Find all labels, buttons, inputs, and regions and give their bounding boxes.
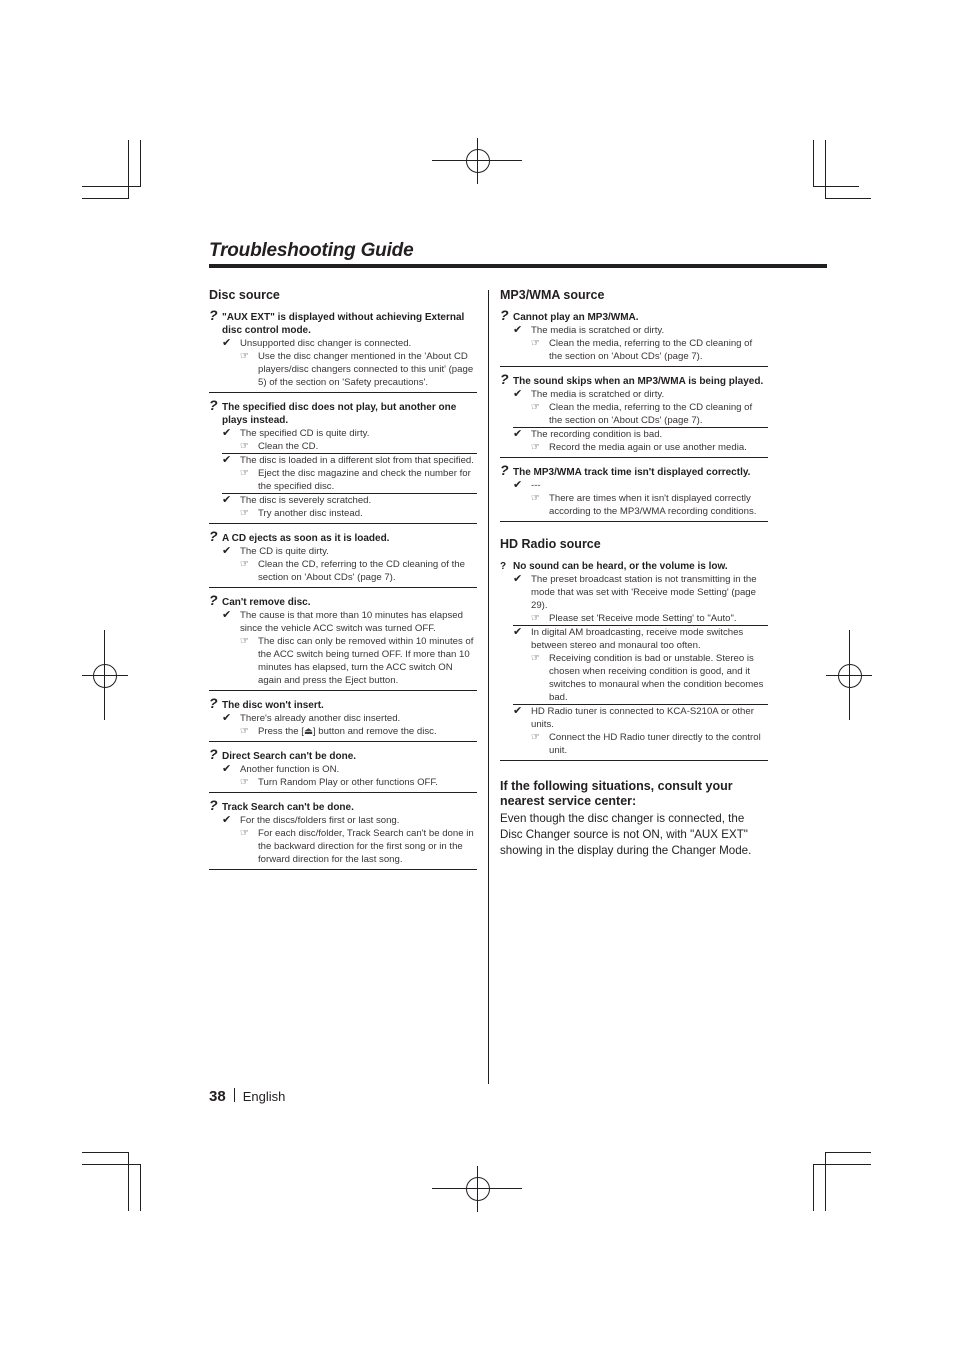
question [209,695,477,712]
title-rule [209,264,827,268]
cause [513,324,768,337]
consult-body: Even though the disc changer is connected, the Disc Changer source is not ON, with "AUX EXT" showing in the display during the Changer Mode. [500,812,752,857]
disc-source-list [209,309,477,870]
cause-group [513,625,768,704]
remedy [513,441,768,454]
troubleshooting-item [500,373,768,458]
mp3-source-heading: MP3/WMA source [500,288,605,302]
cause [513,573,768,612]
question-text: The specified disc does not play, but another one plays instead. [222,402,457,426]
cause-text: Unsupported disc changer is connected. [240,338,412,349]
question-text: The MP3/WMA track time isn't displayed correctly. [513,467,751,478]
cause [222,337,477,350]
page-number: 38 [209,1088,226,1105]
remedy [513,731,768,757]
cause-text: The media is scratched or dirty. [531,389,665,400]
remedy-text: Use the disc changer mentioned in the 'About CD players/disc changers connected to this unit' (page 5) of the section on 'Safety precautions'. [258,351,474,388]
question [500,560,768,573]
cause-group [222,814,477,866]
question [209,746,477,763]
cause-text: Another function is ON. [240,764,340,775]
remedy [222,635,477,687]
remedy [513,612,768,625]
pointing-hand-icon: ☞ [531,338,540,349]
troubleshooting-item [500,558,768,761]
check-mark-icon: ✔ [222,712,232,724]
pointing-hand-icon: ☞ [531,732,540,743]
hd-source-heading: HD Radio source [500,537,601,551]
question-mark-icon: ? [209,746,218,762]
cause-text: --- [531,480,541,491]
remedy [222,467,477,493]
remedy-text: For each disc/folder, Track Search can't be done in the backward direction for the first song or in the forward direction for the last song. [258,828,474,865]
pointing-hand-icon: ☞ [240,559,249,570]
page-title: Troubleshooting Guide [209,240,414,261]
remedy-text: Clean the media, referring to the CD cleaning of the section on 'About CDs' (page 7). [549,402,753,426]
cause-text: The preset broadcast station is not transmitting in the mode that was set with 'Receive mode Setting' (page 29). [531,574,757,611]
mp3-source-list [500,309,768,522]
troubleshooting-item [500,309,768,367]
question-text: Cannot play an MP3/WMA. [513,312,639,323]
pointing-hand-icon: ☞ [531,613,540,624]
pointing-hand-icon: ☞ [240,351,249,362]
check-mark-icon: ✔ [513,388,523,400]
pointing-hand-icon: ☞ [240,508,249,519]
check-mark-icon: ✔ [513,705,523,717]
pointing-hand-icon: ☞ [531,402,540,413]
cause-group [222,712,477,738]
cause [222,427,477,440]
pointing-hand-icon: ☞ [240,636,249,647]
question [209,592,477,609]
cause-group [222,337,477,389]
troubleshooting-item [209,530,477,588]
remedy-text: Clean the media, referring to the CD cleaning of the section on 'About CDs' (page 7). [549,338,753,362]
check-mark-icon: ✔ [222,454,232,466]
troubleshooting-item [500,464,768,522]
cause [222,814,477,827]
remedy-text: The disc can only be removed within 10 minutes of the ACC switch being turned OFF. If more than 10 minutes has elapsed, turn the ACC switch ON again and press the Eject button. [258,636,474,686]
question [500,371,768,388]
remedy [513,401,768,427]
cause-text: The disc is severely scratched. [240,495,372,506]
troubleshooting-item [209,748,477,793]
cause-group [513,388,768,427]
disc-source-heading: Disc source [209,288,280,302]
cause-text: The specified CD is quite dirty. [240,428,370,439]
troubleshooting-item [209,697,477,742]
question-text: Track Search can't be done. [222,802,354,813]
pointing-hand-icon: ☞ [531,653,540,664]
remedy-text: Receiving condition is bad or unstable. Stereo is chosen when receiving condition is good, and it switches to monaural when the condition becomes bad. [549,653,764,703]
troubleshooting-item [209,309,477,393]
page-language: English [242,1089,286,1104]
check-mark-icon: ✔ [513,324,523,336]
remedy-text: Connect the HD Radio tuner directly to the control unit. [549,732,761,756]
check-mark-icon: ✔ [222,427,232,439]
remedy [222,725,477,738]
question-mark-icon: ? [209,695,218,711]
question-mark-icon: ? [500,307,509,323]
cause [222,545,477,558]
question-text: No sound can be heard, or the volume is low. [513,561,728,572]
cause [513,705,768,731]
remedy-text: There are times when it isn't displayed correctly according to the MP3/WMA recording conditions. [549,493,757,517]
question-mark-icon: ? [500,462,509,478]
check-mark-icon: ✔ [513,479,523,491]
cause-group [513,479,768,518]
footer-divider [234,1088,235,1102]
cause-text: The disc is loaded in a different slot from that specified. [240,455,474,466]
check-mark-icon: ✔ [222,609,232,621]
check-mark-icon: ✔ [222,545,232,557]
pointing-hand-icon: ☞ [240,441,249,452]
check-mark-icon: ✔ [513,626,523,638]
question-text: A CD ejects as soon as it is loaded. [222,533,390,544]
remedy [222,440,477,453]
cause-text: There's already another disc inserted. [240,713,401,724]
check-mark-icon: ✔ [513,573,523,585]
pointing-hand-icon: ☞ [240,828,249,839]
question [209,307,477,337]
question-mark-icon: ? [500,561,507,572]
cause-text: The CD is quite dirty. [240,546,329,557]
pointing-hand-icon: ☞ [240,468,249,479]
question [209,528,477,545]
remedy-text: Eject the disc magazine and check the number for the specified disc. [258,468,471,492]
pointing-hand-icon: ☞ [240,777,249,788]
cause-group [222,763,477,789]
question-mark-icon: ? [209,397,218,413]
cause-group [222,609,477,687]
question-text: The disc won't insert. [222,700,324,711]
consult-heading: If the following situations, consult your nearest service center: [500,779,733,808]
cause-text: HD Radio tuner is connected to KCA-S210A or other units. [531,706,754,730]
cause [222,763,477,776]
question [500,307,768,324]
remedy [513,492,768,518]
pointing-hand-icon: ☞ [240,726,249,737]
remedy-text: Please set 'Receive mode Setting' to "Auto". [549,613,737,624]
cause [222,712,477,725]
remedy-text: Turn Random Play or other functions OFF. [258,777,438,788]
question [209,397,477,427]
cause-group [222,427,477,453]
pointing-hand-icon: ☞ [531,442,540,453]
cause-text: The media is scratched or dirty. [531,325,665,336]
check-mark-icon: ✔ [222,763,232,775]
column-divider [488,290,489,1084]
cause-text: The cause is that more than 10 minutes has elapsed since the vehicle ACC switch was turned OFF. [240,610,463,634]
cause [513,626,768,652]
hd-source-list [500,558,768,761]
check-mark-icon: ✔ [222,494,232,506]
cause-group [513,704,768,757]
remedy-text: Clean the CD. [258,441,319,452]
cause [222,494,477,507]
troubleshooting-item [209,399,477,524]
remedy [513,652,768,704]
remedy-text: Clean the CD, referring to the CD cleaning of the section on 'About CDs' (page 7). [258,559,465,583]
cause-group [222,493,477,520]
check-mark-icon: ✔ [222,337,232,349]
question-text: Can't remove disc. [222,597,311,608]
troubleshooting-item [209,799,477,870]
remedy-text: Press the [⏏] button and remove the disc. [258,726,437,737]
question-mark-icon: ? [209,307,218,323]
cause-group [222,453,477,493]
cause-group [222,545,477,584]
cause [513,388,768,401]
remedy [222,350,477,389]
cause [513,428,768,441]
cause [513,479,768,492]
remedy [222,776,477,789]
question-text: "AUX EXT" is displayed without achieving External disc control mode. [222,312,465,336]
cause-group [513,573,768,625]
question-mark-icon: ? [209,528,218,544]
cause-group [513,324,768,363]
pointing-hand-icon: ☞ [531,493,540,504]
remedy-text: Record the media again or use another media. [549,442,747,453]
check-mark-icon: ✔ [513,428,523,440]
page-footer [209,1088,285,1105]
remedy [222,558,477,584]
remedy [513,337,768,363]
left-column [209,287,477,876]
question-mark-icon: ? [500,371,509,387]
cause-text: The recording condition is bad. [531,429,663,440]
question-mark-icon: ? [209,592,218,608]
troubleshooting-item [209,594,477,691]
question [500,462,768,479]
cause [222,609,477,635]
question-text: The sound skips when an MP3/WMA is being played. [513,376,764,387]
remedy-text: Try another disc instead. [258,508,363,519]
remedy [222,827,477,866]
remedy [222,507,477,520]
cause-text: In digital AM broadcasting, receive mode switches between stereo and monaural too often. [531,627,744,651]
question [209,797,477,814]
question-text: Direct Search can't be done. [222,751,357,762]
question-mark-icon: ? [209,797,218,813]
right-column [500,287,768,859]
cause-text: For the discs/folders first or last song. [240,815,400,826]
check-mark-icon: ✔ [222,814,232,826]
cause [222,454,477,467]
cause-group [513,427,768,454]
